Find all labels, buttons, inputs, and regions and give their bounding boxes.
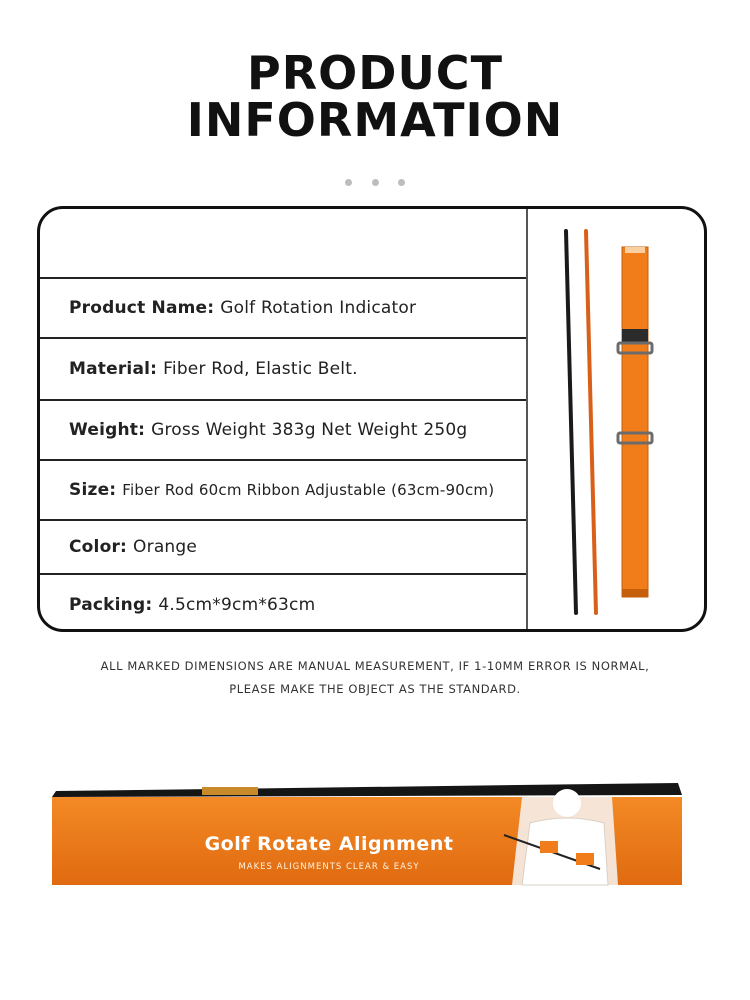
spec-row-packing xyxy=(40,575,526,632)
spec-value: Fiber Rod, Elastic Belt. xyxy=(163,359,358,379)
pagination-dots xyxy=(0,171,750,190)
spec-label: Product Name: xyxy=(69,298,215,318)
black-rod-shape xyxy=(566,231,576,613)
product-image-panel xyxy=(528,209,707,629)
spec-value: Golf Rotation Indicator xyxy=(220,298,417,318)
elastic-belt-shape xyxy=(618,247,652,597)
dot-icon xyxy=(372,179,379,186)
spec-row-weight xyxy=(40,401,526,459)
package-box-image xyxy=(52,783,682,889)
page-title-line1: PRODUCT xyxy=(247,46,503,100)
spec-label: Weight: xyxy=(69,420,146,440)
dot-icon xyxy=(345,179,352,186)
dot-icon xyxy=(398,179,405,186)
spec-label: Material: xyxy=(69,359,158,379)
spec-value: 4.5cm*9cm*63cm xyxy=(158,595,316,615)
package-tagline: MAKES ALIGNMENTS CLEAR & EASY xyxy=(238,862,420,872)
spec-row-color xyxy=(40,521,526,573)
spec-row-material xyxy=(40,339,526,399)
box-label-sticker xyxy=(202,787,258,795)
orange-rod-shape xyxy=(586,231,596,613)
disclaimer-line2: PLEASE MAKE THE OBJECT AS THE STANDARD. xyxy=(229,682,521,696)
spec-value: Gross Weight 383g Net Weight 250g xyxy=(151,420,468,440)
spec-label: Size: xyxy=(69,480,117,500)
package-brand: Golf Rotate Alignment xyxy=(204,833,454,855)
box-top-face xyxy=(52,783,682,797)
product-illustration xyxy=(528,209,707,629)
spec-list xyxy=(40,209,528,629)
spec-value: Orange xyxy=(133,537,198,557)
spec-label: Color: xyxy=(69,537,128,557)
spec-table xyxy=(37,206,707,632)
spec-value: Fiber Rod 60cm Ribbon Adjustable (63cm-90cm) xyxy=(122,481,495,499)
spec-label: Packing: xyxy=(69,595,153,615)
spec-row-product-name xyxy=(40,279,526,337)
spec-row-size xyxy=(40,461,526,519)
page-title-line2: INFORMATION xyxy=(186,93,564,147)
disclaimer-line1: ALL MARKED DIMENSIONS ARE MANUAL MEASUREMENT, IF 1-10MM ERROR IS NORMAL, xyxy=(100,659,650,673)
